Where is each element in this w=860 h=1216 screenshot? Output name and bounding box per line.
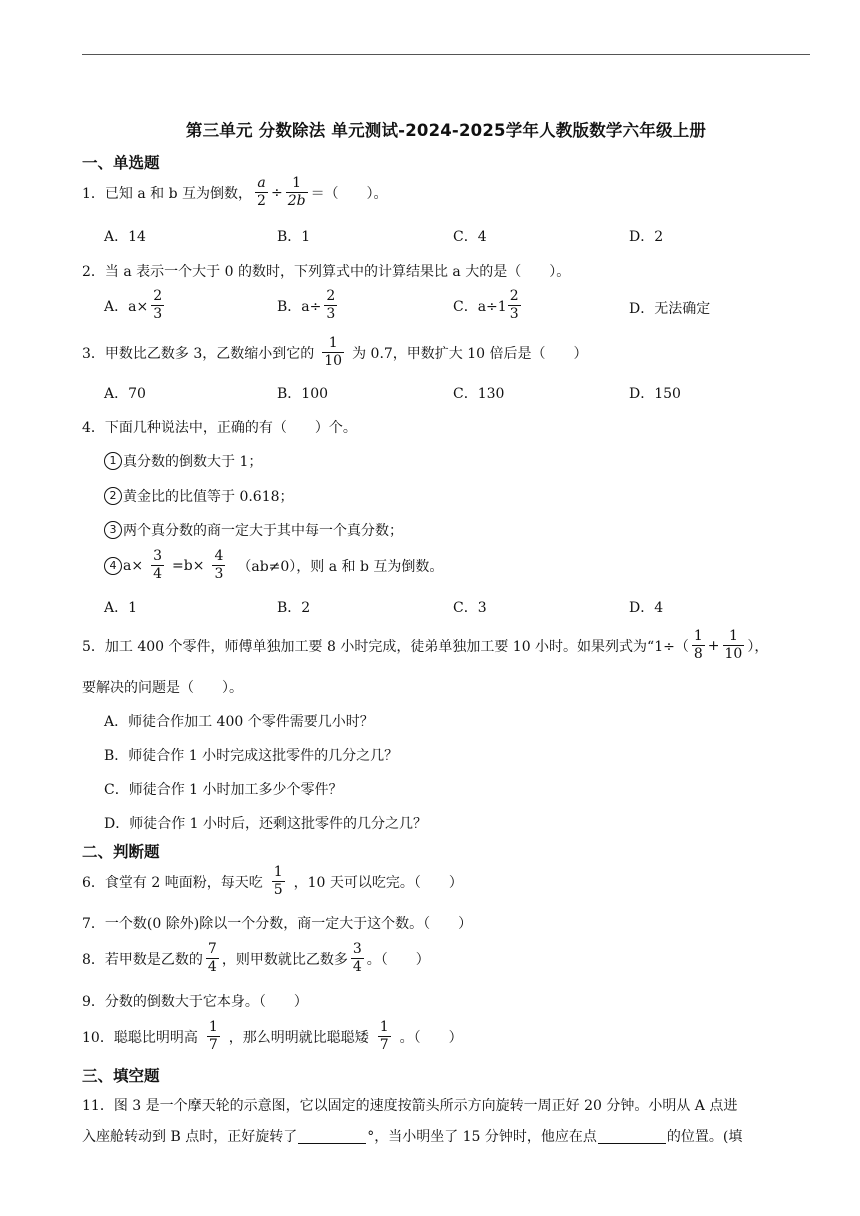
option-d[interactable]: D．4 xyxy=(629,600,664,616)
fraction: $\frac{3}{4}$ xyxy=(352,941,362,975)
option-c[interactable]: C．师徒合作 1 小时加工多少个零件？ xyxy=(104,782,343,798)
fraction: $\frac{2}{3}$ xyxy=(153,288,163,322)
question-2: 2．当 a 表示一个大于 0 的数时，下列算式中的计算结果比 a 大的是（ ）。 xyxy=(82,264,571,280)
page-title: 第三单元 分数除法 单元测试-2024-2025学年人教版数学六年级上册 xyxy=(185,121,707,140)
circled-number: 1 xyxy=(104,452,122,470)
question-11: 11．图 3 是一个摩天轮的示意图，它以固定的速度按箭头所示方向旋转一周正好 20 分钟。小明从 A 点进 xyxy=(82,1098,738,1114)
fraction: $\frac{1}{8}$ xyxy=(693,628,703,662)
fraction: $\frac{2}{3}$ xyxy=(509,288,519,322)
question-6: 6．食堂有 2 吨面粉，每天吃 $\frac{1}{5}$ ，10 天可以吃完。（ ） xyxy=(82,864,463,898)
question-1-text: 1．已知 a 和 b 互为倒数， xyxy=(82,185,253,202)
question-3-text: 3．甲数比乙数多 3，乙数缩小到它的 xyxy=(82,345,315,362)
question-4: 4．下面几种说法中，正确的有（ ）个。 xyxy=(82,420,357,436)
fraction: $\frac{a}{2}$ xyxy=(257,175,266,209)
fraction: $\frac{4}{3}$ xyxy=(214,548,224,582)
option-b[interactable]: B．2 xyxy=(277,600,311,616)
question-3 xyxy=(82,335,588,370)
section-heading-single-choice: 一、单选题 xyxy=(82,154,160,172)
option-b[interactable]: B．a÷ $\frac{2}{3}$ xyxy=(277,288,336,322)
circled-number: 4 xyxy=(104,557,122,575)
option-a[interactable]: A．师徒合作加工 400 个零件需要几小时？ xyxy=(104,714,374,730)
question-1 xyxy=(82,175,388,210)
statement-1: 1 真分数的倒数大于 1； xyxy=(104,451,262,471)
answer-blank-point[interactable] xyxy=(598,1129,666,1144)
fraction: $\frac{1}{7}$ xyxy=(208,1019,218,1053)
option-c[interactable]: C．4 xyxy=(453,229,487,245)
option-c[interactable]: C．130 xyxy=(453,386,505,402)
circled-number: 3 xyxy=(104,521,122,539)
question-5: 5．加工 400 个零件，师傅单独加工要 8 小时完成，徒弟单独加工要 10 小时。如果列式为“1÷（ $\frac{1}{8}$ + $\frac{1}{10}$ ）， xyxy=(82,628,769,662)
question-10: 10．聪聪比明明高 $\frac{1}{7}$ ，那么明明就比聪聪矮 $\frac{1}{7}$ 。（ ） xyxy=(82,1019,463,1053)
option-a[interactable]: A．1 xyxy=(104,600,138,616)
fraction: $\frac{3}{4}$ xyxy=(153,548,162,582)
fraction: $\frac{1}{10}$ xyxy=(324,335,343,369)
option-b[interactable]: B．100 xyxy=(277,386,329,402)
question-10-text: 10．聪聪比明明高 xyxy=(82,1029,198,1046)
fraction: $\frac{1}{2b}$ xyxy=(287,175,306,209)
option-a[interactable]: A．a× $\frac{2}{3}$ xyxy=(104,288,163,322)
option-c[interactable]: C．3 xyxy=(453,600,487,616)
fraction: $\frac{1}{5}$ xyxy=(273,864,283,898)
question-1-tail: ＝（ ）。 xyxy=(310,185,388,202)
statement-2: 2 黄金比的比值等于 0.618； xyxy=(104,486,294,506)
question-6-text: 6．食堂有 2 吨面粉，每天吃 xyxy=(82,874,263,891)
section-heading-fill-in: 三、填空题 xyxy=(82,1067,160,1085)
question-9: 9．分数的倒数大于它本身。（ ） xyxy=(82,994,308,1010)
statement-3: 3 两个真分数的商一定大于其中每一个真分数； xyxy=(104,520,403,540)
option-c[interactable]: C．a÷1 $\frac{2}{3}$ xyxy=(453,288,519,322)
question-3-tail: 为 0.7，甲数扩大 10 倍后是（ ） xyxy=(352,345,588,362)
question-8-text: 8．若甲数是乙数的 xyxy=(82,951,203,968)
circled-number: 2 xyxy=(104,487,122,505)
fraction: $\frac{2}{3}$ xyxy=(326,288,336,322)
question-8: 8．若甲数是乙数的 $\frac{7}{4}$ ，则甲数就比乙数多 $\frac{3}{4}$ 。（ ） xyxy=(82,941,430,975)
fraction: $\frac{1}{7}$ xyxy=(379,1019,389,1053)
option-d[interactable]: D．2 xyxy=(629,229,664,245)
statement-4: 4 a× $\frac{3}{4}$ =b× $\frac{4}{3}$ （ab≠0），则 a 和 b 互为倒数。 xyxy=(104,548,443,583)
answer-blank-angle[interactable] xyxy=(298,1129,366,1144)
option-b[interactable]: B．1 xyxy=(277,229,311,245)
question-5-line-2: 要解决的问题是（ ）。 xyxy=(82,680,243,696)
option-d[interactable]: D．150 xyxy=(629,386,681,402)
divide-sign: ÷ xyxy=(270,184,283,201)
header-rule xyxy=(82,54,810,55)
fraction: $\frac{7}{4}$ xyxy=(207,941,217,975)
question-11-line-2: 入座舱转动到 B 点时，正好旋转了 °，当小明坐了 15 分钟时，他应在点 的位置。(填 xyxy=(82,1129,743,1145)
option-a[interactable]: A．70 xyxy=(104,386,146,402)
fraction: $\frac{1}{10}$ xyxy=(724,628,743,662)
option-d[interactable]: D．无法确定 xyxy=(629,301,711,317)
section-heading-true-false: 二、判断题 xyxy=(82,843,160,861)
option-d[interactable]: D．师徒合作 1 小时后，还剩这批零件的几分之几？ xyxy=(104,816,428,832)
option-b[interactable]: B．师徒合作 1 小时完成这批零件的几分之几？ xyxy=(104,748,399,764)
question-5-text: 5．加工 400 个零件，师傅单独加工要 8 小时完成，徒弟单独加工要 10 小时。如果列式为“1÷（ xyxy=(82,638,689,655)
question-7: 7．一个数(0 除外)除以一个分数，商一定大于这个数。（ ） xyxy=(82,916,473,932)
option-a[interactable]: A．14 xyxy=(104,229,146,245)
